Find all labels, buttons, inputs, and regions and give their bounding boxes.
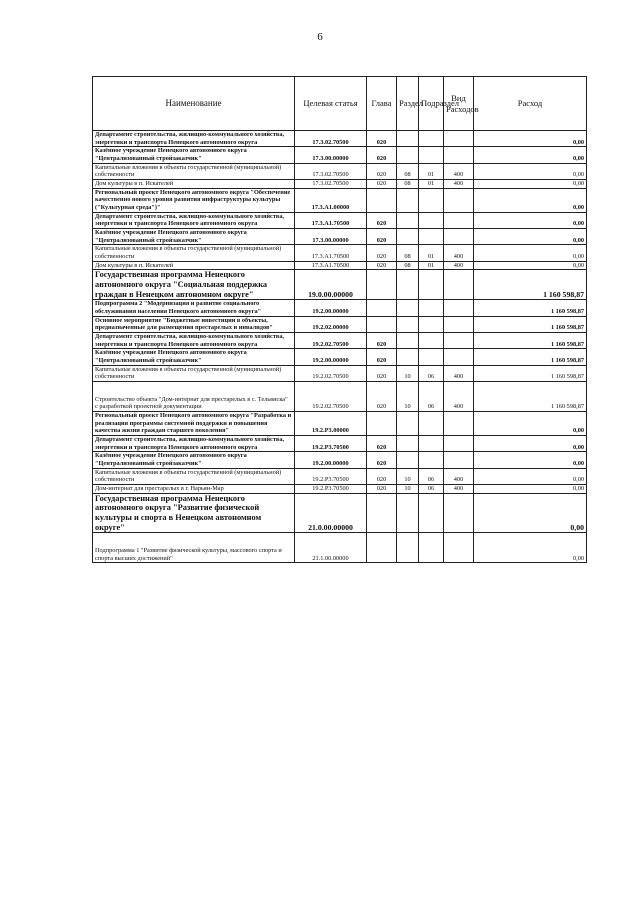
row-subsection: 06 <box>419 365 444 381</box>
row-amount: 1 160 598,87 <box>474 333 587 349</box>
row-name: Строительство объекта "Дом-интернат для престарелых в с. Тельвиска" с разработкой проектной документации <box>93 382 295 412</box>
row-subsection <box>419 188 444 212</box>
row-target-article: 19.2.P3.70500 <box>295 485 367 494</box>
row-chapter <box>367 270 397 300</box>
row-expense-type <box>444 333 474 349</box>
header-expense-type: Вид Расходов <box>444 77 474 131</box>
row-chapter: 020 <box>367 485 397 494</box>
row-subsection: 01 <box>419 163 444 179</box>
table-row <box>93 452 587 468</box>
table-row <box>93 485 587 494</box>
table-row <box>93 349 587 365</box>
row-amount: 0,00 <box>474 188 587 212</box>
row-section <box>397 300 419 316</box>
row-amount: 0,00 <box>474 212 587 228</box>
row-chapter: 020 <box>367 131 397 147</box>
row-section <box>397 412 419 436</box>
row-section <box>397 131 419 147</box>
row-subsection <box>419 270 444 300</box>
row-subsection <box>419 316 444 332</box>
row-expense-type: 400 <box>444 163 474 179</box>
row-subsection <box>419 229 444 245</box>
row-section <box>397 436 419 452</box>
page-number: 6 <box>317 31 323 43</box>
row-name: Департамент строительства, жилищно-коммунального хозяйства, энергетики и транспорта Ненецкого автономного округа <box>93 212 295 228</box>
row-chapter: 020 <box>367 333 397 349</box>
row-target-article: 19.2.P3.70500 <box>295 436 367 452</box>
row-expense-type <box>444 533 474 563</box>
row-chapter: 020 <box>367 245 397 261</box>
row-target-article: 19.2.02.00000 <box>295 316 367 332</box>
row-subsection: 01 <box>419 245 444 261</box>
row-target-article: 17.3.00.00000 <box>295 147 367 163</box>
row-subsection <box>419 436 444 452</box>
row-name: Государственная программа Ненецкого автономного округа "Развитие физической культуры и спорта в Ненецком автономном округе" <box>93 493 295 533</box>
row-chapter <box>367 412 397 436</box>
row-name: Департамент строительства, жилищно-коммунального хозяйства, энергетики и транспорта Ненецкого автономного округа <box>93 436 295 452</box>
row-chapter <box>367 300 397 316</box>
row-name: Региональный проект Ненецкого автономного округа "Разработка и реализация программы системной поддержки и повышения качества жизни граждан старшего поколения" <box>93 412 295 436</box>
table-row <box>93 333 587 349</box>
row-chapter <box>367 188 397 212</box>
row-section: 08 <box>397 180 419 189</box>
row-chapter <box>367 316 397 332</box>
row-subsection <box>419 212 444 228</box>
row-expense-type: 400 <box>444 382 474 412</box>
row-target-article: 21.1.00.00000 <box>295 533 367 563</box>
row-target-article: 21.0.00.00000 <box>295 493 367 533</box>
row-subsection: 06 <box>419 382 444 412</box>
table-row <box>93 468 587 484</box>
row-chapter: 020 <box>367 436 397 452</box>
row-target-article: 19.2.00.00000 <box>295 349 367 365</box>
row-subsection: 06 <box>419 468 444 484</box>
row-expense-type: 400 <box>444 180 474 189</box>
row-amount: 0,00 <box>474 245 587 261</box>
row-section: 10 <box>397 468 419 484</box>
row-chapter: 020 <box>367 229 397 245</box>
table-row <box>93 300 587 316</box>
row-expense-type <box>444 493 474 533</box>
row-chapter: 020 <box>367 365 397 381</box>
row-section <box>397 493 419 533</box>
row-section <box>397 270 419 300</box>
row-target-article: 19.2.00.00000 <box>295 300 367 316</box>
row-expense-type <box>444 212 474 228</box>
row-chapter: 020 <box>367 468 397 484</box>
table-row <box>93 147 587 163</box>
row-target-article: 19.2.02.70500 <box>295 365 367 381</box>
row-chapter <box>367 493 397 533</box>
row-section <box>397 349 419 365</box>
row-subsection <box>419 452 444 468</box>
table-row <box>93 382 587 412</box>
row-amount: 0,00 <box>474 180 587 189</box>
row-name: Капитальные вложения в объекты государственной (муниципальной) собственности <box>93 245 295 261</box>
row-amount: 0,00 <box>474 163 587 179</box>
table-row <box>93 212 587 228</box>
row-section <box>397 316 419 332</box>
row-name: Дом культуры в п. Искателей <box>93 261 295 270</box>
row-section: 10 <box>397 485 419 494</box>
header-amount: Расход <box>474 77 587 131</box>
row-name: Дом культуры в п. Искателей <box>93 180 295 189</box>
row-chapter: 020 <box>367 180 397 189</box>
row-amount: 1 160 598,87 <box>474 382 587 412</box>
row-target-article: 17.3.02.70500 <box>295 131 367 147</box>
table-row <box>93 436 587 452</box>
row-name: Капитальные вложения в объекты государственной (муниципальной) собственности <box>93 163 295 179</box>
row-amount: 1 160 598,87 <box>474 270 587 300</box>
row-chapter: 020 <box>367 147 397 163</box>
row-expense-type <box>444 147 474 163</box>
row-target-article: 17.3.A1.00000 <box>295 188 367 212</box>
row-target-article: 19.0.00.00000 <box>295 270 367 300</box>
row-target-article: 19.2.P3.70500 <box>295 468 367 484</box>
row-section: 10 <box>397 365 419 381</box>
row-section: 08 <box>397 245 419 261</box>
row-chapter: 020 <box>367 349 397 365</box>
row-target-article: 17.3.00.00000 <box>295 229 367 245</box>
row-target-article: 19.2.00.00000 <box>295 452 367 468</box>
row-amount: 0,00 <box>474 468 587 484</box>
row-amount: 0,00 <box>474 493 587 533</box>
row-chapter <box>367 533 397 563</box>
row-expense-type: 400 <box>444 485 474 494</box>
row-amount: 1 160 598,87 <box>474 365 587 381</box>
row-target-article: 17.3.A1.70500 <box>295 245 367 261</box>
table-row <box>93 229 587 245</box>
row-expense-type <box>444 452 474 468</box>
row-amount: 0,00 <box>474 131 587 147</box>
row-subsection <box>419 412 444 436</box>
row-target-article: 17.3.02.70500 <box>295 163 367 179</box>
row-name: Подпрограмма 1 "Развитие физической культуры, массового спорта и спорта высших достижений" <box>93 533 295 563</box>
row-chapter: 020 <box>367 382 397 412</box>
row-subsection <box>419 349 444 365</box>
row-amount: 0,00 <box>474 533 587 563</box>
row-expense-type: 400 <box>444 365 474 381</box>
table-row <box>93 412 587 436</box>
row-amount: 0,00 <box>474 412 587 436</box>
row-expense-type <box>444 316 474 332</box>
row-chapter: 020 <box>367 261 397 270</box>
row-subsection <box>419 333 444 349</box>
row-chapter: 020 <box>367 163 397 179</box>
row-section <box>397 212 419 228</box>
row-name: Капитальные вложения в объекты государственной (муниципальной) собственности <box>93 365 295 381</box>
row-amount: 0,00 <box>474 452 587 468</box>
row-subsection <box>419 533 444 563</box>
row-expense-type: 400 <box>444 245 474 261</box>
budget-table <box>92 76 587 563</box>
row-expense-type: 400 <box>444 261 474 270</box>
row-name: Казённое учреждение Ненецкого автономного округа "Централизованный стройзаказчик" <box>93 349 295 365</box>
table-row <box>93 270 587 300</box>
row-subsection: 01 <box>419 261 444 270</box>
row-section <box>397 229 419 245</box>
row-expense-type <box>444 412 474 436</box>
table-row <box>93 493 587 533</box>
row-subsection: 06 <box>419 485 444 494</box>
row-section <box>397 333 419 349</box>
row-section <box>397 147 419 163</box>
row-target-article: 19.2.02.70500 <box>295 382 367 412</box>
table-row <box>93 188 587 212</box>
row-expense-type <box>444 270 474 300</box>
header-section: Раздел <box>397 77 419 131</box>
table-row <box>93 316 587 332</box>
table-row <box>93 261 587 270</box>
row-name: Дом-интернат для престарелых в г. Нарьян-Мар <box>93 485 295 494</box>
row-section <box>397 452 419 468</box>
table-row <box>93 180 587 189</box>
row-amount: 1 160 598,87 <box>474 349 587 365</box>
row-target-article: 17.3.A1.70500 <box>295 212 367 228</box>
row-name: Казённое учреждение Ненецкого автономного округа "Централизованный стройзаказчик" <box>93 229 295 245</box>
row-name: Подпрограмма 2 "Модернизация и развитие социального обслуживания населения Ненецкого автономного округа" <box>93 300 295 316</box>
table-row <box>93 533 587 563</box>
row-section: 08 <box>397 261 419 270</box>
header-target-article: Целевая статья <box>295 77 367 131</box>
row-subsection <box>419 300 444 316</box>
row-subsection <box>419 131 444 147</box>
row-name: Казённое учреждение Ненецкого автономного округа "Централизованный стройзаказчик" <box>93 452 295 468</box>
row-name: Капитальные вложения в объекты государственной (муниципальной) собственности <box>93 468 295 484</box>
table-row <box>93 245 587 261</box>
row-amount: 0,00 <box>474 261 587 270</box>
row-section: 08 <box>397 163 419 179</box>
row-name: Государственная программа Ненецкого автономного округа "Социальная поддержка граждан в Ненецком автономном округе" <box>93 270 295 300</box>
row-section <box>397 533 419 563</box>
header-chapter: Глава <box>367 77 397 131</box>
table-row <box>93 365 587 381</box>
row-name: Департамент строительства, жилищно-коммунального хозяйства, энергетики и транспорта Ненецкого автономного округа <box>93 131 295 147</box>
row-expense-type <box>444 188 474 212</box>
row-subsection <box>419 493 444 533</box>
row-expense-type <box>444 349 474 365</box>
row-expense-type <box>444 300 474 316</box>
row-amount: 0,00 <box>474 485 587 494</box>
row-target-article: 19.2.02.70500 <box>295 333 367 349</box>
row-subsection <box>419 147 444 163</box>
row-subsection: 01 <box>419 180 444 189</box>
table-row <box>93 131 587 147</box>
row-chapter: 020 <box>367 212 397 228</box>
row-amount: 1 160 598,87 <box>474 316 587 332</box>
row-name: Казённое учреждение Ненецкого автономного округа "Централизованный стройзаказчик" <box>93 147 295 163</box>
row-amount: 0,00 <box>474 147 587 163</box>
row-expense-type <box>444 436 474 452</box>
row-expense-type: 400 <box>444 468 474 484</box>
row-amount: 0,00 <box>474 436 587 452</box>
row-section <box>397 188 419 212</box>
table-row <box>93 163 587 179</box>
row-target-article: 19.2.P3.00000 <box>295 412 367 436</box>
row-expense-type <box>444 229 474 245</box>
row-name: Региональный проект Ненецкого автономного округа "Обеспечение качественно нового уровня развития инфраструктуры культуры ("Культурная среда")" <box>93 188 295 212</box>
row-section: 10 <box>397 382 419 412</box>
row-chapter: 020 <box>367 452 397 468</box>
row-name: Департамент строительства, жилищно-коммунального хозяйства, энергетики и транспорта Ненецкого автономного округа <box>93 333 295 349</box>
row-target-article: 17.3.A1.70500 <box>295 261 367 270</box>
header-subsection: Подраздел <box>419 77 444 131</box>
row-amount: 1 160 598,87 <box>474 300 587 316</box>
row-target-article: 17.3.02.70500 <box>295 180 367 189</box>
row-amount: 0,00 <box>474 229 587 245</box>
row-expense-type <box>444 131 474 147</box>
table-header-row <box>93 77 587 131</box>
row-name: Основное мероприятие "Бюджетные инвестиции в объекты, предназначенные для размещения престарелых и инвалидов" <box>93 316 295 332</box>
header-name: Наименование <box>93 77 295 131</box>
